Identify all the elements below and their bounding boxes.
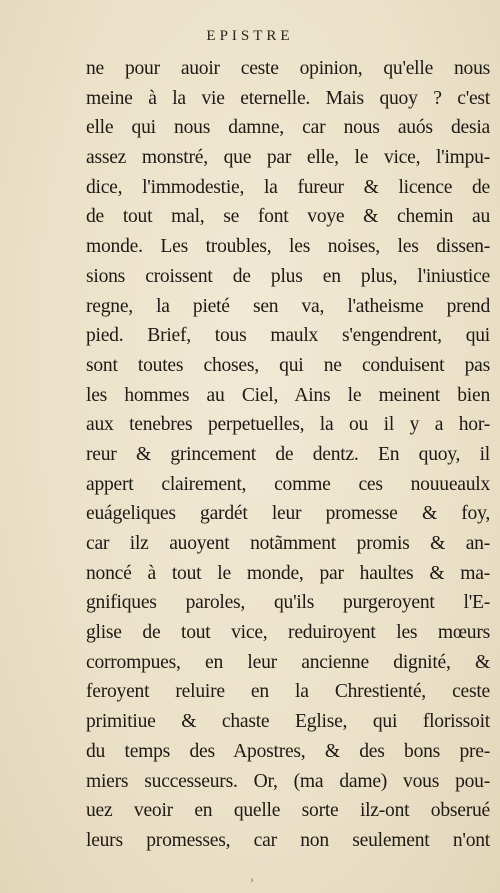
text-line: aux tenebres perpetuelles, la ou il y a hor-	[86, 414, 490, 436]
page-foot-mark: ›	[250, 872, 254, 886]
text-line: dice, l'immodestie, la fureur & licence de	[86, 176, 490, 198]
text-line: meine à la vie eternelle. Mais quoy ? c'est	[86, 87, 490, 109]
text-line: car ilz auoyent notãmment promis & an-	[86, 533, 490, 554]
text-line: du temps des Apostres, & des bons pre-	[86, 740, 490, 762]
text-line: corrompues, en leur ancienne dignité, &	[86, 651, 490, 673]
text-line: uez veoir en quelle sorte ilz-ont obserué	[86, 800, 490, 822]
text-line: assez monstré, que par elle, le vice, l'impu-	[86, 147, 490, 169]
text-line: glise de tout vice, reduiroyent les mœurs	[86, 622, 490, 644]
text-line: pied. Brief, tous maulx s'engendrent, qui	[86, 325, 490, 347]
text-line: regne, la pieté sen va, l'atheisme prend	[86, 295, 490, 317]
text-line: sont toutes choses, qui ne conduisent pas	[86, 354, 490, 376]
text-line: les hommes au Ciel, Ains le meinent bien	[86, 384, 490, 406]
text-line: noncé à tout le monde, par haultes & ma-	[86, 562, 490, 584]
text-line: gnifiques paroles, qu'ils purgeroyent l'E-	[86, 592, 490, 614]
text-line: elle qui nous damne, car nous auós desia	[86, 117, 490, 139]
text-line: reur & grincement de dentz. En quoy, il	[86, 443, 490, 465]
text-line: sions croissent de plus en plus, l'iniustice	[86, 265, 490, 287]
text-line: appert clairement, comme ces nouueaulx	[86, 473, 490, 495]
text-line: euágeliques gardét leur promesse & foy,	[86, 503, 490, 525]
text-line: feroyent reluire en la Chrestienté, ceste	[86, 681, 490, 703]
text-line: leurs promesses, car non seulement n'ont	[86, 829, 490, 851]
body-text	[86, 54, 490, 856]
text-line: primitiue & chaste Eglise, qui florissoit	[86, 711, 490, 733]
running-header: EPISTRE	[206, 28, 294, 44]
text-line: de tout mal, se font voye & chemin au	[86, 206, 490, 228]
text-line: ne pour auoir ceste opinion, qu'elle nous	[86, 58, 490, 79]
text-line: monde. Les troubles, les noises, les dissen-	[86, 236, 490, 258]
text-line: miers successeurs. Or, (ma dame) vous pou-	[86, 770, 490, 792]
